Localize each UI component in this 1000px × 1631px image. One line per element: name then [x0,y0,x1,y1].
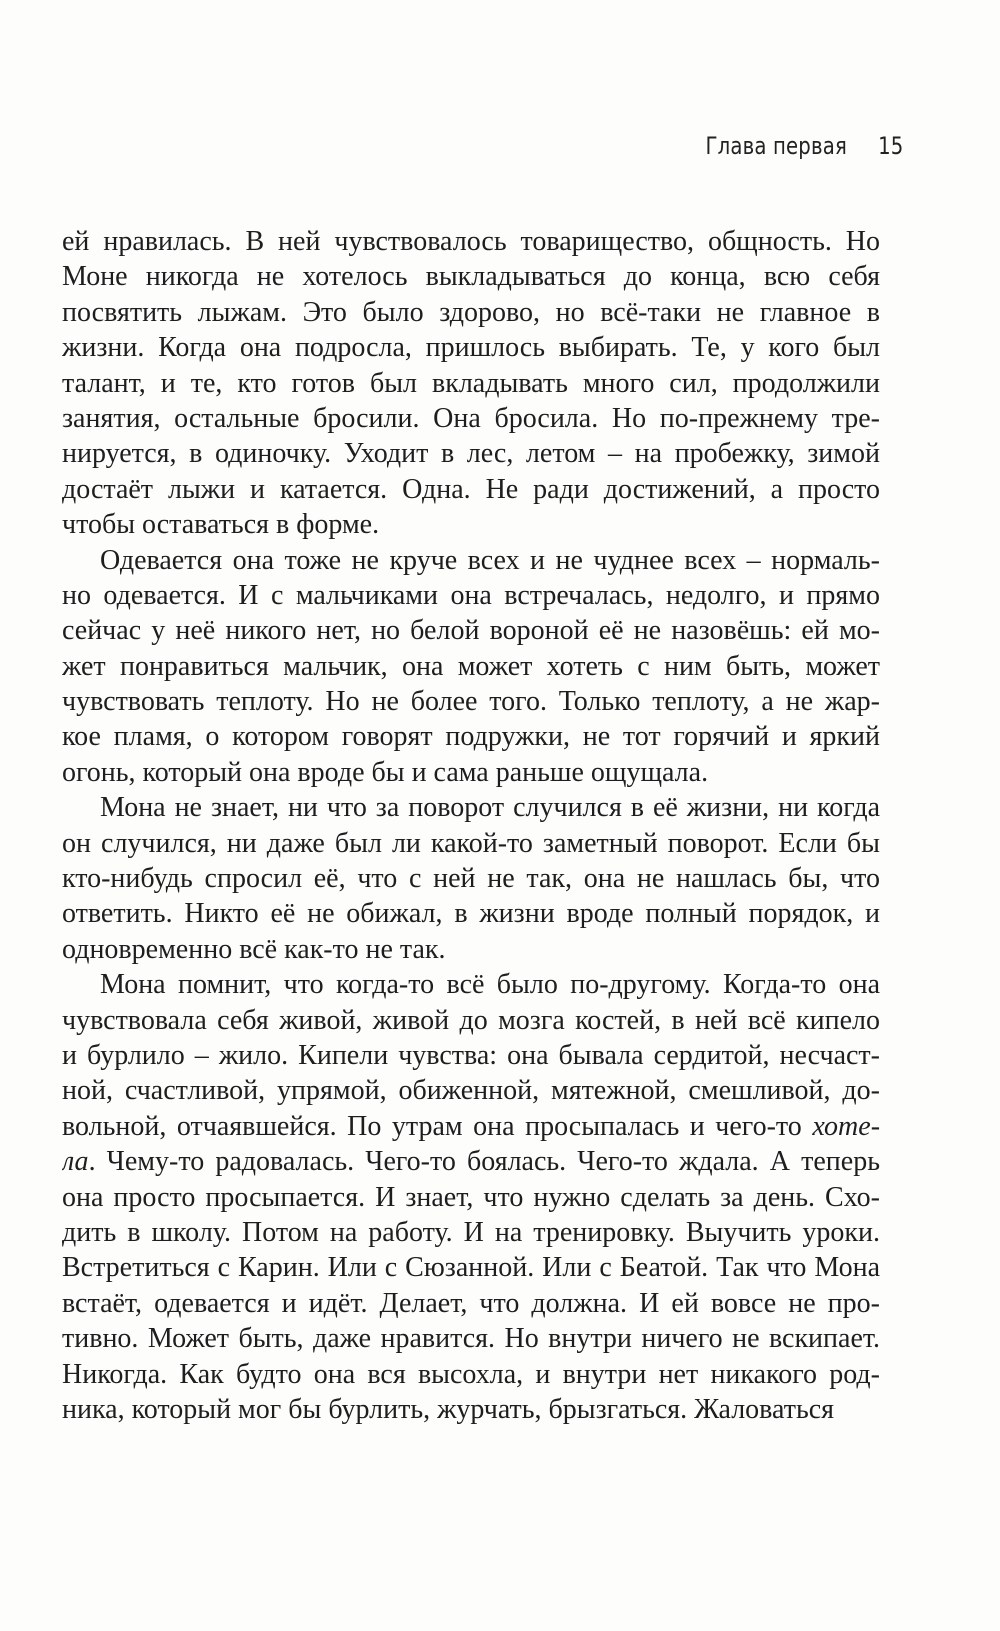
text-fragment: . Чему-то радовалась. Чего-то боялась. Чего-то ждала. А теперь [88,1146,880,1178]
text-line: жет понравиться мальчик, она может хотеть с ним быть, может [62,650,880,682]
paragraph-1 [62,224,880,543]
text-fragment: вольной, отчаявшейся. По утрам она просыпалась и чего-то [62,1110,802,1142]
text-line: Моне никогда не хотелось выкладываться до конца, всю себя [62,261,880,293]
text-line: Мона не знает, ни что за поворот случился в её жизни, ни когда [100,792,880,824]
italic-word: хоте- [812,1110,880,1142]
text-line: ника, который мог бы бурлить, журчать, брызгаться. Жаловаться [62,1393,835,1425]
text-line: ответить. Никто её не обижал, в жизни вроде полный порядок, и [62,898,880,930]
text-line: чтобы оставаться в форме. [62,509,380,541]
text-line: огонь, который она вроде бы и сама раньше ощущала. [62,756,709,788]
text-line: талант, и те, кто готов был вкладывать много сил, продолжили [62,367,880,399]
body-text [62,224,880,1427]
text-line: она просто просыпается. И знает, что нужно сделать за день. Схо- [62,1181,880,1213]
text-line: тивно. Может быть, даже нравится. Но внутри ничего не вскипает. [62,1323,880,1355]
text-line: чувствовала себя живой, живой до мозга костей, в ней всё кипело [62,1004,880,1036]
text-line: достаёт лыжи и катается. Одна. Не ради достижений, а просто [62,473,880,505]
italic-word: ла [62,1146,89,1178]
text-line: он случился, ни даже был ли какой-то заметный поворот. Если бы [62,827,880,859]
text-line: ей нравилась. В ней чувствовалось товарищество, общность. Но [62,226,880,257]
text-line: кое пламя, о котором говорят подружки, не тот горячий и яркий [62,721,880,753]
running-header [705,132,903,160]
paragraph-4 [62,967,880,1427]
text-line: Встретиться с Карин. Или с Сюзанной. Или с Беатой. Так что Мона [62,1252,880,1284]
text-line-with-italic [62,1109,880,1144]
text-line: и бурлило – жило. Кипели чувства: она бывала сердитой, несчаст- [62,1039,880,1071]
chapter-title: Глава первая [704,132,847,160]
text-line: кто-нибудь спросил её, что с ней не так, она не нашлась бы, что [62,863,880,895]
text-line: ной, счастливой, упрямой, обиженной, мятежной, смешливой, до- [62,1075,880,1107]
text-line: жизни. Когда она подросла, пришлось выбирать. Те, у кого был [62,332,880,364]
text-line-with-italic [62,1144,880,1179]
text-line: Никогда. Как будто она вся высохла, и внутри нет никакого род- [62,1358,880,1390]
text-line: Одевается она тоже не круче всех и не чуднее всех – нормаль- [100,544,880,576]
text-line: но одевается. И с мальчиками она встречалась, недолго, и прямо [62,579,880,611]
paragraph-3 [62,790,880,967]
text-line: нируется, в одиночку. Уходит в лес, летом – на пробежку, зимой [62,438,880,470]
text-line: одновременно всё как-то не так. [62,933,446,965]
text-line: встаёт, одевается и идёт. Делает, что должна. И ей вовсе не про- [62,1287,880,1319]
text-line: сейчас у неё никого нет, но белой вороной её не назовёшь: ей мо- [62,615,880,647]
text-line: посвятить лыжам. Это было здорово, но всё-таки не главное в [62,296,880,328]
text-line: чувствовать теплоту. Но не более того. Только теплоту, а не жар- [62,686,880,718]
text-line: Мона помнит, что когда-то всё было по-другому. Когда-то она [100,969,880,1001]
paragraph-2 [62,543,880,791]
page-number: 15 [877,132,903,160]
text-line: занятия, остальные бросили. Она бросила. Но по-прежнему тре- [62,402,880,434]
text-line: дить в школу. Потом на работу. И на тренировку. Выучить уроки. [62,1216,880,1248]
